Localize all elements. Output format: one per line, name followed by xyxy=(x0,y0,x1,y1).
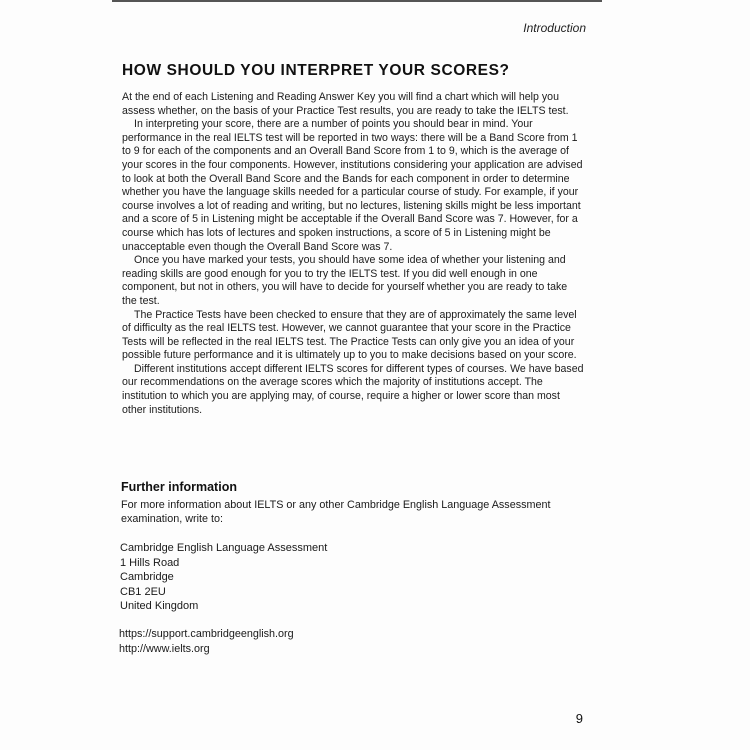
section-heading: HOW SHOULD YOU INTERPRET YOUR SCORES? xyxy=(122,62,510,79)
web-links xyxy=(119,627,294,656)
address-line: United Kingdom xyxy=(120,600,199,612)
body-text xyxy=(122,91,584,417)
postal-address xyxy=(120,541,327,614)
paragraph: The Practice Tests have been checked to ensure that they are of approximately the same level of difficulty as the real IELTS test. However, we cannot guarantee that your score in the Practice Tests will be reflected in the real IELTS test. The Practice Tests can only give you an idea of your possible future performance and it is ultimately up to you to make decisions based on your score. xyxy=(122,308,577,362)
running-head: Introduction xyxy=(523,21,586,35)
ielts-link: http://www.ielts.org xyxy=(119,642,210,655)
address-line: CB1 2EU xyxy=(120,585,166,598)
top-rule xyxy=(112,0,602,2)
paragraph: At the end of each Listening and Reading Answer Key you will find a chart which will help you assess whether, on the basis of your Practice Test results, you are ready to take the IELTS test. xyxy=(122,91,569,117)
page-number: 9 xyxy=(575,711,583,726)
support-link: https://support.cambridgeenglish.org xyxy=(119,628,294,640)
address-line: 1 Hills Road xyxy=(120,556,180,569)
further-information-intro: For more information about IELTS or any other Cambridge English Language Assessment examination, write to: xyxy=(121,499,551,525)
further-information-heading: Further information xyxy=(121,480,237,494)
paragraph: In interpreting your score, there are a number of points you should bear in mind. Your performance in the real IELTS test will be reported in two ways: there will be a Band Score from 1 to 9 for each of the components and an Overall Band Score from 1 to 9, which is the average of your scores in the four components. However, institutions considering your application are advised to look at both the Overall Band Score and the Bands for each component in order to determine whether you have the language skills needed for a particular course of study. For example, if your course involves a lot of reading and writing, but no lectures, listening skills might be less important and a score of 5 in Listening might be acceptable if the Overall Band Score was 7. However, for a course which has lots of lectures and spoken instructions, a score of 5 in Listening might be unacceptable even though the Overall Band Score was 7. xyxy=(122,118,583,253)
paragraph: Once you have marked your tests, you should have some idea of whether your listening and reading skills are good enough for you to try the IELTS test. If you did well enough in one component, but not in others, you will have to decide for yourself whether you are ready to take the test. xyxy=(122,254,568,307)
address-line: Cambridge English Language Assessment xyxy=(120,542,328,554)
address-line: Cambridge xyxy=(120,571,174,583)
paragraph: Different institutions accept different IELTS scores for different types of courses. We have based our recommendations on the average scores which the majority of institutions accept. The institution to which you are applying may, of course, require a higher or lower score than most other institutions. xyxy=(122,362,584,416)
